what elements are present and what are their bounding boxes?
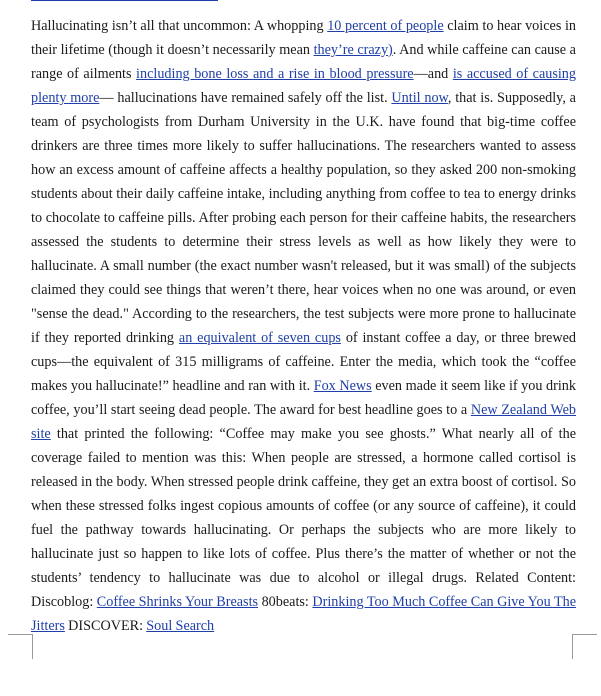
article-body — [31, 14, 576, 638]
body-text: that printed the following: “Coffee may make you see ghosts.” What nearly all of the coverage failed to mention was this: When people are stressed, a hormone called cortisol is released in the body. When stressed people drink caffeine, they get an extra boost of cortisol. So when these stressed folks ingest copious amounts of coffee (or any source of caffeine), it could fuel the pathway towards hallucinating. Or perhaps the subjects who are more likely to hallucinate just so happen to like lots of coffee. Plus there’s the matter of whether or not the students’ tendency to hallucinate was due to alcohol or illegal drugs. Related Content: Discoblog: — [31, 426, 576, 610]
link-until-now[interactable]: Until now — [391, 90, 448, 106]
previous-page-link-underline — [31, 0, 218, 1]
body-text: , that is. Supposedly, a team of psychologists from Durham University in the U.K. have found that big-time coffee drinkers are three times more likely to suffer hallucinations. The researchers wanted to assess how an excess amount of caffeine affects a healthy population, so they asked 200 non-smoking students about their daily caffeine intake, including anything from coffee to tea to energy drinks to chocolate to caffeine pills. After probing each person for their caffeine habits, the researchers assessed the students to determine their stress levels as well as how likely they were to hallucinate. A small number (the exact number wasn't released, but it was small) of the subjects claimed they could see things that weren’t there, hear voices when no one was around, or even "sense the dead." According to the researchers, the test subjects were more prone to hallucinate if they reported drinking — [31, 90, 576, 346]
link-theyre-crazy[interactable]: they’re crazy) — [313, 42, 393, 58]
body-text: —and — [413, 66, 453, 82]
link-fox-news[interactable]: Fox News — [313, 378, 372, 394]
body-text: DISCOVER: — [64, 618, 147, 634]
link-drinking-too-much-coffee-jitters[interactable]: Drinking Too Much Coffee Can Give You The Jitters — [31, 594, 577, 634]
body-text: Hallucinating isn’t all that uncommon: A whopping — [31, 18, 328, 34]
body-text: . And while caffeine can cause a range of ailments — [31, 42, 576, 82]
link-bone-loss-blood-pressure[interactable]: including bone loss and a rise in blood pressure — [136, 66, 414, 82]
body-text: of instant coffee a day, or three brewed cups—the equivalent of 315 milligrams of caffeine. Enter the media, which took the “coffee makes you hallucinate!” headline and ran with it. — [31, 330, 576, 394]
body-text: 80beats: — [258, 594, 313, 610]
link-equivalent-of-seven-cups[interactable]: an equivalent of seven cups — [178, 330, 341, 346]
body-text: — hallucinations have remained safely off the list. — [99, 90, 392, 106]
link-ten-percent-of-people[interactable]: 10 percent of people — [327, 18, 444, 34]
link-new-zealand-web-site[interactable]: New Zealand Web site — [31, 402, 576, 442]
body-text: claim to hear voices in their lifetime (though it doesn’t necessarily mean — [31, 18, 576, 58]
link-coffee-shrinks-your-breasts[interactable]: Coffee Shrinks Your Breasts — [96, 594, 259, 610]
link-accused-of-causing-plenty-more[interactable]: is accused of causing plenty more — [31, 66, 576, 106]
page-corner-mark-left — [8, 634, 33, 659]
link-soul-search[interactable]: Soul Search — [146, 618, 215, 634]
body-text: even made it seem like if you drink coffee, you’ll start seeing dead people. The award for best headline goes to a — [31, 378, 576, 418]
page-corner-mark-right — [572, 634, 597, 659]
